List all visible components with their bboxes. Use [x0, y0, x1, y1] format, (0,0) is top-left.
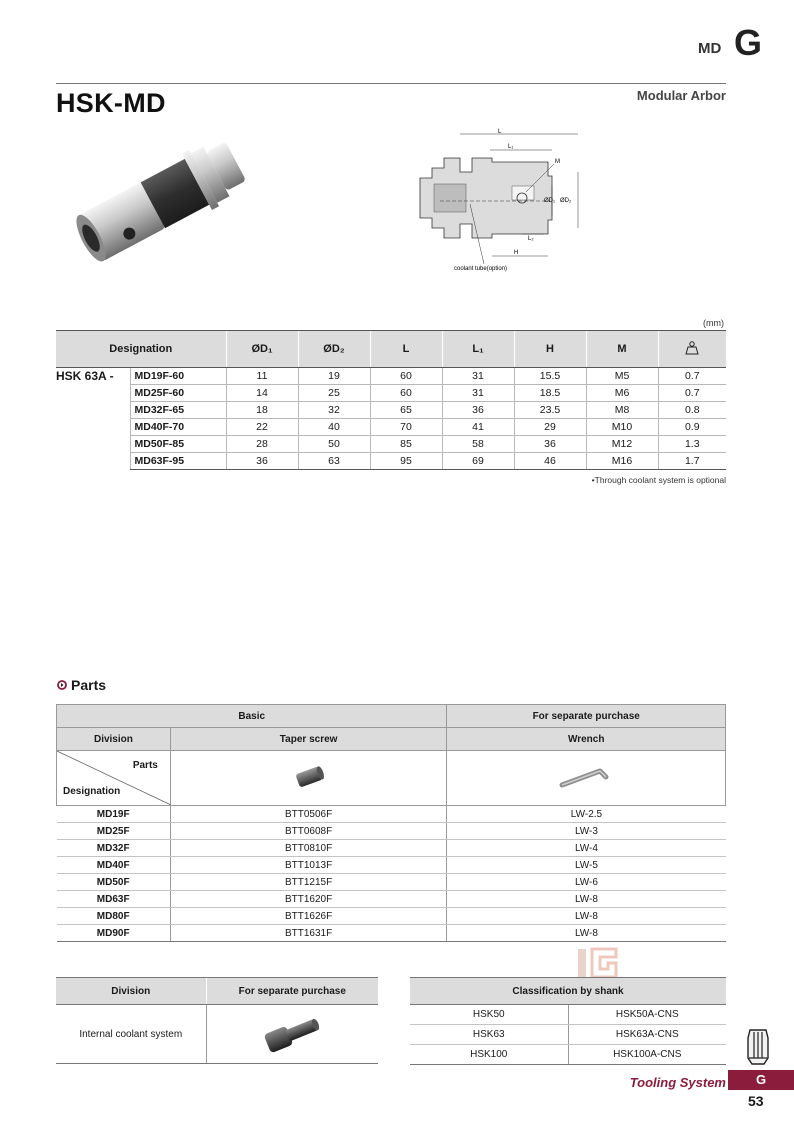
cell-weight: 0.8 [658, 402, 726, 419]
parts-row [57, 806, 726, 823]
cell-coolant-label: Internal coolant system [56, 1005, 206, 1064]
cell-division: MD40F [57, 857, 171, 874]
cell-l: 95 [370, 453, 442, 470]
cell-d2: 19 [298, 368, 370, 385]
cell-designation: MD50F-85 [130, 436, 226, 453]
diagonal-header-cell [57, 751, 171, 806]
spec-row [56, 419, 726, 436]
cell-division: MD19F [57, 806, 171, 823]
section-letter: G [734, 22, 763, 63]
col-d2: ØD₂ [298, 331, 370, 368]
cell-d2: 25 [298, 385, 370, 402]
cell-d1: 22 [226, 419, 298, 436]
dim-h-label: H [514, 250, 519, 256]
cell-taper-screw: BTT1620F [170, 891, 447, 908]
wrench-icon [556, 763, 616, 791]
cell-wrench: LW-5 [447, 857, 726, 874]
cell-part: HSK100A-CNS [568, 1045, 726, 1065]
cell-l1: 58 [442, 436, 514, 453]
classification-row [410, 1005, 726, 1025]
cell-wrench: LW-3 [447, 823, 726, 840]
classification-table [410, 977, 726, 1065]
cell-shank: HSK50 [410, 1005, 568, 1025]
cell-l1: 31 [442, 385, 514, 402]
spec-table [56, 330, 726, 470]
spec-row [56, 402, 726, 419]
cell-wrench: LW-8 [447, 891, 726, 908]
group-separate: For separate purchase [447, 705, 726, 728]
cell-division: MD50F [57, 874, 171, 891]
cell-d2: 50 [298, 436, 370, 453]
coolant-tube-image [206, 1005, 378, 1064]
coolant-tube-label: coolant tube(option) [454, 266, 508, 272]
arrow-circle-icon [57, 680, 67, 690]
cell-weight: 0.7 [658, 385, 726, 402]
cell-d1: 14 [226, 385, 298, 402]
cell-designation: MD63F-95 [130, 453, 226, 470]
cell-l1: 41 [442, 419, 514, 436]
wrench-image [447, 751, 726, 806]
col-d1: ØD₁ [226, 331, 298, 368]
cell-l1: 31 [442, 368, 514, 385]
cell-weight: 1.7 [658, 453, 726, 470]
spec-header-row [56, 331, 726, 368]
designation-prefix: HSK 63A - [56, 369, 114, 383]
diag-parts-label: Parts [132, 760, 158, 771]
diag-designation-label: Designation [63, 786, 121, 797]
cell-h: 46 [514, 453, 586, 470]
cell-shank: HSK63 [410, 1025, 568, 1045]
col-h: H [514, 331, 586, 368]
cell-l: 60 [370, 368, 442, 385]
coolant-row [56, 1005, 378, 1064]
classification-row [410, 1025, 726, 1045]
dim-l-label: L [498, 129, 502, 135]
cell-taper-screw: BTT0506F [170, 806, 447, 823]
cell-division: MD63F [57, 891, 171, 908]
spec-row [56, 385, 726, 402]
dim-l2-label: L₂ [528, 236, 534, 242]
footer-section-tab: G [728, 1070, 794, 1090]
parts-row [57, 874, 726, 891]
cell-designation: MD32F-65 [130, 402, 226, 419]
col-designation: Designation [56, 331, 226, 368]
col-m: M [586, 331, 658, 368]
cell-shank: HSK100 [410, 1045, 568, 1065]
weight-icon [683, 341, 701, 355]
spec-row [56, 436, 726, 453]
coolant-header-row [56, 978, 378, 1005]
cell-d1: 11 [226, 368, 298, 385]
cell-m: M5 [586, 368, 658, 385]
col-wrench: Wrench [447, 728, 726, 751]
cell-taper-screw: BTT1626F [170, 908, 447, 925]
cell-part: HSK63A-CNS [568, 1025, 726, 1045]
cell-part: HSK50A-CNS [568, 1005, 726, 1025]
parts-table [56, 704, 726, 942]
spec-row [56, 368, 726, 385]
cell-taper-screw: BTT1013F [170, 857, 447, 874]
col-l: L [370, 331, 442, 368]
cell-d2: 32 [298, 402, 370, 419]
unit-label: (mm) [703, 318, 724, 328]
dim-l1-label: L₁ [508, 144, 514, 150]
cell-wrench: LW-8 [447, 908, 726, 925]
cell-h: 23.5 [514, 402, 586, 419]
cell-m: M16 [586, 453, 658, 470]
dim-m-label: M [555, 159, 560, 165]
parts-header-row [57, 728, 726, 751]
col-division: Division [57, 728, 171, 751]
parts-row [57, 891, 726, 908]
parts-image-row [57, 751, 726, 806]
parts-group-row [57, 705, 726, 728]
dim-d1-label: ØD₁ [544, 198, 556, 204]
col-classification: Classification by shank [410, 978, 726, 1005]
cell-l: 65 [370, 402, 442, 419]
cell-m: M8 [586, 402, 658, 419]
cell-h: 36 [514, 436, 586, 453]
cell-d1: 18 [226, 402, 298, 419]
cell-wrench: LW-8 [447, 925, 726, 942]
cell-d1: 36 [226, 453, 298, 470]
coolant-table [56, 977, 378, 1064]
classification-header-row [410, 978, 726, 1005]
parts-row [57, 908, 726, 925]
cell-wrench: LW-2.5 [447, 806, 726, 823]
cell-wrench: LW-6 [447, 874, 726, 891]
parts-title: Parts [71, 677, 107, 693]
cell-m: M6 [586, 385, 658, 402]
cell-l1: 36 [442, 402, 514, 419]
cell-h: 29 [514, 419, 586, 436]
taper-screw-icon [291, 763, 327, 791]
cell-division: MD32F [57, 840, 171, 857]
page-subtitle: Modular Arbor [636, 88, 726, 103]
spec-row [56, 453, 726, 470]
page-title: HSK-MD [56, 88, 166, 118]
header-divider [56, 83, 726, 84]
parts-row [57, 857, 726, 874]
cell-division: MD80F [57, 908, 171, 925]
collet-icon [746, 1028, 770, 1066]
cell-designation: MD19F-60 [130, 368, 226, 385]
col-separate: For separate purchase [206, 978, 378, 1005]
technical-drawing [410, 128, 590, 276]
taper-screw-image [170, 751, 447, 806]
cell-h: 18.5 [514, 385, 586, 402]
cell-h: 15.5 [514, 368, 586, 385]
cell-taper-screw: BTT0810F [170, 840, 447, 857]
dim-d2-label: ØD₂ [560, 198, 572, 204]
cell-division: MD90F [57, 925, 171, 942]
section-code: MD [698, 40, 722, 57]
product-photo [68, 116, 258, 286]
cell-designation: MD25F-60 [130, 385, 226, 402]
cell-l: 60 [370, 385, 442, 402]
coolant-tube-icon [257, 1010, 327, 1056]
cell-l1: 69 [442, 453, 514, 470]
cell-d1: 28 [226, 436, 298, 453]
parts-row [57, 840, 726, 857]
cell-designation: MD40F-70 [130, 419, 226, 436]
footer-section-label: Tooling System [629, 1075, 726, 1090]
cell-taper-screw: BTT1631F [170, 925, 447, 942]
group-basic: Basic [57, 705, 447, 728]
cell-d2: 40 [298, 419, 370, 436]
col-l1: L₁ [442, 331, 514, 368]
cell-m: M10 [586, 419, 658, 436]
cell-wrench: LW-4 [447, 840, 726, 857]
cell-weight: 1.3 [658, 436, 726, 453]
col-weight [658, 331, 726, 368]
cell-d2: 63 [298, 453, 370, 470]
cell-taper-screw: BTT1215F [170, 874, 447, 891]
parts-row [57, 823, 726, 840]
coolant-note: •Through coolant system is optional [591, 475, 726, 485]
classification-row [410, 1045, 726, 1065]
parts-row [57, 925, 726, 942]
cell-weight: 0.9 [658, 419, 726, 436]
col-division: Division [56, 978, 206, 1005]
cell-m: M12 [586, 436, 658, 453]
page-number: 53 [748, 1093, 764, 1109]
cell-division: MD25F [57, 823, 171, 840]
cell-l: 85 [370, 436, 442, 453]
col-taper-screw: Taper screw [170, 728, 447, 751]
cell-weight: 0.7 [658, 368, 726, 385]
cell-l: 70 [370, 419, 442, 436]
cell-taper-screw: BTT0608F [170, 823, 447, 840]
